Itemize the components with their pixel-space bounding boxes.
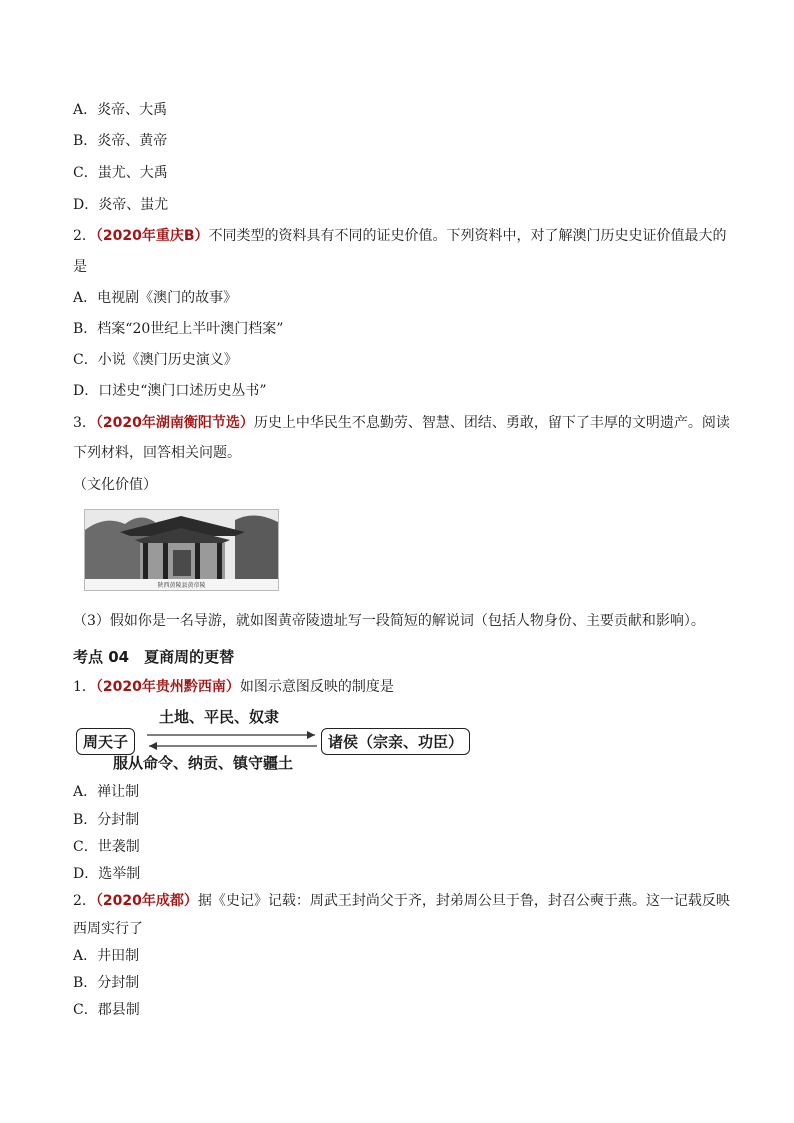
q1-option-d: D．炎帝、蚩尤 bbox=[73, 197, 169, 213]
q2-option-b: B．档案“20世纪上半叶澳门档案” bbox=[73, 321, 284, 337]
s1-stem-text: 如图示意图反映的制度是 bbox=[239, 679, 394, 695]
diagram-bottom-label: 服从命令、纳贡、镇守疆土 bbox=[113, 754, 294, 772]
s1-option-c: C．世袭制 bbox=[73, 839, 140, 855]
s1-option-a: A．禅让制 bbox=[73, 784, 140, 800]
photo-caption: 陕西黄陵县黄帝陵 bbox=[157, 582, 206, 589]
q3-source: （2020年湖南衡阳节选） bbox=[95, 415, 254, 431]
diagram-left-box: 周天子 bbox=[76, 728, 135, 755]
s2-stem-cont: 西周实行了 bbox=[73, 921, 143, 937]
q2-stem-text: 不同类型的资料具有不同的证史价值。下列资料中，对了解澳门历史史证价值最大的 bbox=[208, 228, 727, 244]
q2-stem-cont: 是 bbox=[73, 259, 87, 275]
q2-option-c: C．小说《澳门历史演义》 bbox=[73, 352, 238, 368]
q2-source: （2020年重庆B） bbox=[95, 228, 209, 244]
s2-stem-text: 据《史记》记载：周武王封尚父于齐，封弟周公旦于鲁，封召公奭于燕。这一记载反映 bbox=[197, 893, 730, 909]
q3-stem-text: 历史上中华民生不息勤劳、智慧、团结、勇敢，留下了丰厚的文明遗产。阅读 bbox=[253, 415, 730, 431]
s1-option-b: B．分封制 bbox=[73, 812, 140, 828]
q3-number: 3． bbox=[73, 415, 96, 431]
s1-number: 1． bbox=[73, 679, 96, 695]
s1-source: （2020年贵州黔西南） bbox=[95, 679, 240, 695]
q3-sub3: （3）假如你是一名导游，就如图黄帝陵遗址写一段简短的解说词（包括人物身份、主要贡献和影响）。 bbox=[73, 613, 705, 629]
s1-stem bbox=[73, 677, 394, 697]
q2-option-d: D．口述史“澳门口述历史丛书” bbox=[73, 383, 267, 399]
diagram-right-box: 诸侯（宗亲、功臣） bbox=[321, 728, 470, 755]
q2-option-a: A．电视剧《澳门的故事》 bbox=[73, 290, 238, 306]
fengjian-diagram bbox=[73, 704, 473, 774]
huangdi-mausoleum-photo bbox=[84, 509, 279, 591]
s2-source: （2020年成都） bbox=[95, 893, 198, 909]
q1-option-c: C．蚩尤、大禹 bbox=[73, 165, 168, 181]
s2-number: 2． bbox=[73, 893, 96, 909]
s2-option-b: B．分封制 bbox=[73, 975, 140, 991]
s2-stem bbox=[73, 891, 730, 911]
section-heading: 考点 04 夏商周的更替 bbox=[73, 648, 235, 666]
s2-option-c: C．郡县制 bbox=[73, 1002, 140, 1018]
s1-option-d: D．选举制 bbox=[73, 866, 141, 882]
q3-label: （文化价值） bbox=[73, 477, 157, 493]
q2-stem bbox=[73, 226, 727, 246]
q1-option-b: B．炎帝、黄帝 bbox=[73, 133, 168, 149]
diagram-top-label: 土地、平民、奴隶 bbox=[159, 708, 280, 726]
pavilion-illustration bbox=[85, 510, 278, 590]
q2-number: 2． bbox=[73, 228, 96, 244]
q3-stem-cont: 下列材料，回答相关问题。 bbox=[73, 445, 241, 461]
q3-stem bbox=[73, 413, 730, 433]
q1-option-a: A．炎帝、大禹 bbox=[73, 102, 168, 118]
s2-option-a: A．井田制 bbox=[73, 948, 140, 964]
